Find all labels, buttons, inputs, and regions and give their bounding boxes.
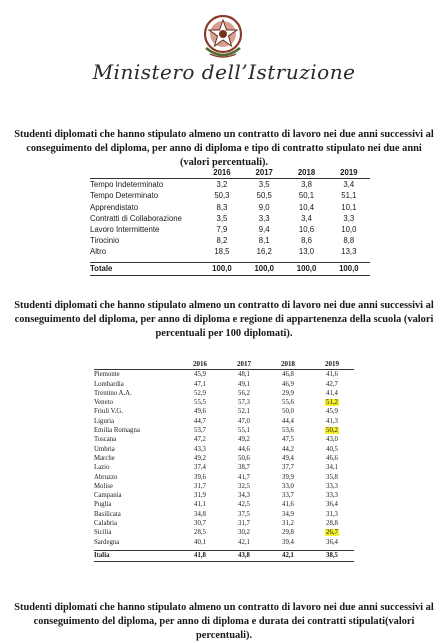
cell-value: [178, 473, 222, 482]
cell-value: [178, 426, 222, 435]
table-row: [90, 202, 370, 213]
cell-text: 44,6: [238, 445, 250, 453]
cell-value: [328, 246, 370, 257]
cell-text: 53,7: [194, 427, 206, 435]
cell-value: [310, 528, 354, 537]
cell-value: [178, 380, 222, 389]
table-row: [94, 519, 354, 528]
cell-text: 32,5: [238, 482, 250, 490]
cell-value: [222, 380, 266, 389]
cell-text: 37,7: [282, 464, 294, 472]
cell-value: [310, 491, 354, 500]
cell-value: [178, 398, 222, 407]
cell-value: [178, 417, 222, 426]
row-label: Apprendistato: [90, 202, 139, 212]
cell-value: [178, 482, 222, 491]
cell-value: [266, 389, 310, 398]
cell-text: 31,3: [326, 510, 338, 518]
cell-value: [178, 519, 222, 528]
cell-text: 41,7: [238, 473, 250, 481]
table-row: [94, 435, 354, 444]
total-value: 100,0: [328, 262, 370, 275]
row-label: Sicilia: [94, 529, 112, 537]
cell-value: [310, 435, 354, 444]
cell-text: 39,9: [282, 473, 294, 481]
cell-text: 42,1: [238, 538, 250, 546]
cell-value: [222, 407, 266, 416]
cell-value: [266, 398, 310, 407]
cell-text: 39,4: [282, 538, 294, 546]
row-label: Contratti di Collaborazione: [90, 213, 182, 223]
table-row: [94, 538, 354, 547]
cell-value: [310, 454, 354, 463]
cell-text: 41,1: [194, 501, 206, 509]
cell-value: [178, 445, 222, 454]
cell-text: 50,3: [214, 191, 230, 201]
cell-value: [266, 538, 310, 547]
table-row: [94, 500, 354, 509]
cell-value: [178, 510, 222, 519]
row-label: Liguria: [94, 417, 115, 425]
cell-value: [285, 202, 327, 213]
table-header-row: [90, 167, 370, 179]
table-row: [94, 510, 354, 519]
cell-value: [266, 445, 310, 454]
cell-value: [310, 510, 354, 519]
cell-text: 45,9: [326, 408, 338, 416]
cell-text: 49,6: [194, 408, 206, 416]
table-row: [94, 407, 354, 416]
cell-value: [178, 407, 222, 416]
cell-text: 26,7: [326, 529, 338, 537]
cell-text: 8,1: [258, 236, 270, 246]
cell-text: 3,4: [301, 213, 312, 223]
cell-text: 47,5: [282, 436, 294, 444]
table-row: [94, 389, 354, 398]
cell-text: 13,3: [341, 247, 357, 257]
cell-text: 33,0: [282, 482, 294, 490]
cell-text: 8,8: [343, 236, 355, 246]
cell-value: [285, 246, 327, 257]
cell-text: 38,7: [238, 464, 250, 472]
cell-value: [243, 213, 285, 224]
table-header-row: [94, 360, 354, 370]
cell-text: 29,8: [282, 529, 294, 537]
column-header: 2018: [285, 167, 327, 179]
cell-text: 8,3: [216, 202, 228, 212]
table-row: [90, 246, 370, 257]
cell-value: [243, 235, 285, 246]
cell-value: [222, 510, 266, 519]
cell-value: [266, 435, 310, 444]
cell-text: 3,8: [301, 180, 312, 190]
cell-value: [178, 463, 222, 472]
cell-text: 10,1: [341, 202, 357, 212]
cell-text: 10,4: [298, 202, 315, 212]
cell-value: [328, 224, 370, 235]
cell-text: 55,1: [238, 427, 250, 435]
cell-value: [222, 435, 266, 444]
row-label: Basilicata: [94, 510, 121, 518]
table-row: [94, 528, 354, 537]
total-value: 100,0: [285, 262, 327, 275]
table-row: [94, 463, 354, 472]
cell-value: [222, 370, 266, 380]
cell-value: [222, 426, 266, 435]
row-label: Lazio: [94, 464, 110, 472]
row-label: Calabria: [94, 520, 118, 528]
cell-text: 56,2: [238, 389, 250, 397]
cell-text: 36,4: [326, 501, 338, 509]
cell-text: 18,5: [214, 247, 230, 257]
total-value: 41,8: [178, 550, 222, 561]
cell-value: [201, 202, 243, 213]
cell-text: 34,3: [238, 492, 250, 500]
cell-text: 50,2: [326, 427, 338, 435]
cell-value: [266, 528, 310, 537]
cell-text: 45,9: [194, 371, 206, 379]
cell-text: 43,3: [194, 445, 206, 453]
cell-text: 44,7: [194, 417, 206, 425]
cell-text: 3,5: [258, 180, 270, 190]
cell-value: [285, 190, 327, 201]
ministry-title: Ministero dell’Istruzione: [92, 60, 356, 84]
cell-text: 34,9: [282, 510, 294, 518]
table-row: [94, 491, 354, 500]
table-row: [90, 224, 370, 235]
cell-value: [222, 454, 266, 463]
cell-value: [243, 246, 285, 257]
cell-value: [328, 235, 370, 246]
cell-value: [178, 389, 222, 398]
table-row: [94, 398, 354, 407]
cell-text: 42,7: [326, 380, 338, 388]
cell-value: [328, 202, 370, 213]
row-label: Tempo Indeterminato: [90, 180, 164, 190]
cell-text: 41,6: [282, 501, 294, 509]
cell-value: [222, 389, 266, 398]
cell-text: 50,0: [282, 408, 294, 416]
column-header: 2019: [310, 360, 354, 370]
cell-value: [266, 417, 310, 426]
cell-value: [222, 538, 266, 547]
row-label: Altro: [90, 247, 107, 257]
cell-text: 57,3: [238, 399, 250, 407]
cell-value: [310, 380, 354, 389]
cell-value: [310, 370, 354, 380]
cell-value: [266, 491, 310, 500]
cell-value: [266, 380, 310, 389]
row-label: Lavoro Intermittente: [90, 225, 160, 235]
column-header: 2016: [201, 167, 243, 179]
cell-text: 50,5: [256, 191, 272, 201]
row-label: Marche: [94, 454, 115, 462]
cell-value: [222, 463, 266, 472]
cell-text: 9,4: [258, 225, 270, 235]
cell-text: 31,2: [282, 520, 294, 528]
cell-text: 30,2: [238, 529, 250, 537]
cell-text: 42,5: [238, 501, 250, 509]
total-value: 100,0: [201, 262, 243, 275]
row-label: Friuli V.G.: [94, 408, 124, 416]
cell-text: 33,3: [326, 482, 338, 490]
total-label: Italia: [94, 550, 178, 561]
row-label: Tempo Determinato: [90, 191, 159, 201]
cell-text: 40,1: [194, 538, 206, 546]
cell-text: 37,5: [238, 510, 250, 518]
table-row: [90, 235, 370, 246]
cell-text: 8,2: [216, 236, 228, 246]
table-row: [94, 445, 354, 454]
cell-value: [222, 528, 266, 537]
cell-text: 52,1: [238, 408, 250, 416]
cell-text: 3,5: [216, 213, 228, 223]
cell-value: [201, 235, 243, 246]
row-label: Lombardia: [94, 380, 124, 388]
row-label: Puglia: [94, 501, 112, 509]
cell-value: [266, 482, 310, 491]
row-label: Emilia Romagna: [94, 427, 140, 435]
cell-value: [310, 519, 354, 528]
cell-text: 3,4: [343, 180, 355, 190]
cell-value: [222, 473, 266, 482]
total-value: 38,5: [310, 550, 354, 561]
cell-value: [201, 190, 243, 201]
cell-text: 37,4: [194, 464, 206, 472]
table-row: [94, 454, 354, 463]
cell-value: [201, 179, 243, 191]
row-label: Molise: [94, 482, 113, 490]
cell-value: [285, 213, 327, 224]
cell-text: 13,0: [298, 247, 315, 257]
cell-text: 36,4: [326, 538, 338, 546]
cell-text: 3,3: [258, 213, 270, 223]
table-row: [94, 473, 354, 482]
cell-text: 8,6: [301, 236, 312, 246]
cell-value: [266, 510, 310, 519]
cell-value: [310, 407, 354, 416]
cell-text: 49,2: [238, 436, 250, 444]
cell-text: 49,4: [282, 454, 294, 462]
cell-value: [328, 179, 370, 191]
cell-value: [310, 482, 354, 491]
cell-text: 31,7: [238, 520, 250, 528]
cell-text: 28,5: [194, 529, 206, 537]
column-header: 2017: [243, 167, 285, 179]
cell-text: 55,6: [282, 399, 294, 407]
row-label: Trentino A.A.: [94, 389, 132, 397]
cell-value: [328, 213, 370, 224]
column-header: 2017: [222, 360, 266, 370]
cell-value: [178, 538, 222, 547]
cell-text: 50,1: [298, 191, 315, 201]
cell-value: [266, 454, 310, 463]
cell-text: 28,8: [326, 520, 338, 528]
cell-value: [285, 224, 327, 235]
cell-value: [243, 224, 285, 235]
cell-text: 47,1: [194, 380, 206, 388]
cell-value: [310, 426, 354, 435]
table-row: [94, 370, 354, 380]
cell-value: [266, 519, 310, 528]
cell-value: [266, 426, 310, 435]
column-header: 2019: [328, 167, 370, 179]
row-label: Abruzzo: [94, 473, 118, 481]
table-row: [90, 213, 370, 224]
row-label: Campania: [94, 492, 122, 500]
column-header: 2018: [266, 360, 310, 370]
cell-value: [285, 179, 327, 191]
row-label: Piemonte: [94, 371, 120, 379]
cell-text: 40,5: [326, 445, 338, 453]
cell-value: [310, 538, 354, 547]
cell-text: 3,2: [216, 180, 228, 190]
section1-title: Studenti diplomati che hanno stipulato almeno un contratto di lavoro nei due anni successivi al conseguimento del diploma, per anno di diploma e tipo di contratto stipulato nei due anni (valori percentuali).: [14, 129, 434, 168]
cell-text: 43,0: [326, 436, 338, 444]
cell-value: [178, 435, 222, 444]
cell-value: [201, 246, 243, 257]
cell-value: [222, 445, 266, 454]
cell-value: [178, 491, 222, 500]
cell-value: [310, 417, 354, 426]
total-row: [90, 262, 370, 275]
cell-text: 41,4: [326, 389, 338, 397]
cell-value: [222, 519, 266, 528]
cell-value: [222, 482, 266, 491]
cell-value: [201, 224, 243, 235]
cell-value: [178, 500, 222, 509]
cell-text: 46,8: [282, 371, 294, 379]
row-label: Sardegna: [94, 538, 120, 546]
cell-text: 49,2: [194, 454, 206, 462]
total-row: [94, 550, 354, 561]
cell-text: 10,6: [298, 225, 315, 235]
total-value: 43,8: [222, 550, 266, 561]
cell-value: [266, 370, 310, 380]
table-row: [94, 482, 354, 491]
cell-value: [178, 528, 222, 537]
cell-value: [243, 202, 285, 213]
cell-text: 53,6: [282, 427, 294, 435]
cell-text: 33,7: [282, 492, 294, 500]
cell-value: [310, 473, 354, 482]
cell-value: [285, 235, 327, 246]
total-label: Totale: [90, 262, 201, 275]
cell-text: 41,6: [326, 371, 338, 379]
cell-value: [178, 454, 222, 463]
cell-text: 16,2: [256, 247, 272, 257]
total-value: 100,0: [243, 262, 285, 275]
cell-text: 51,2: [326, 399, 338, 407]
cell-text: 48,1: [238, 371, 250, 379]
cell-text: 47,0: [238, 417, 250, 425]
cell-value: [266, 500, 310, 509]
region-table: [94, 360, 354, 562]
cell-text: 41,3: [326, 417, 338, 425]
cell-text: 44,4: [282, 417, 294, 425]
cell-value: [266, 473, 310, 482]
cell-value: [243, 179, 285, 191]
cell-value: [310, 500, 354, 509]
table-row: [94, 380, 354, 389]
column-header: 2016: [178, 360, 222, 370]
section2-title: Studenti diplomati che hanno stipulato almeno un contratto di lavoro nei due anni successivi al conseguimento del diploma, per anno di diploma e regione di appartenenza della scuola (valori percentuali per 100 diplomati).: [14, 300, 434, 339]
cell-text: 55,5: [194, 399, 206, 407]
cell-text: 49,1: [238, 380, 250, 388]
cell-text: 50,6: [238, 454, 250, 462]
table-row: [94, 417, 354, 426]
cell-value: [266, 407, 310, 416]
table-row: [94, 426, 354, 435]
cell-value: [178, 370, 222, 380]
contract-type-table: [90, 167, 370, 276]
row-label: Veneto: [94, 399, 113, 407]
cell-value: [310, 445, 354, 454]
cell-value: [310, 463, 354, 472]
table-row: [90, 190, 370, 201]
cell-text: 30,7: [194, 520, 206, 528]
cell-text: 51,1: [341, 191, 357, 201]
row-label: Tirocinio: [90, 236, 120, 246]
cell-text: 34,1: [326, 464, 338, 472]
cell-text: 52,9: [194, 389, 206, 397]
total-value: 42,1: [266, 550, 310, 561]
cell-text: 3,3: [343, 213, 355, 223]
cell-value: [222, 398, 266, 407]
cell-text: 34,8: [194, 510, 206, 518]
row-label: Toscana: [94, 436, 117, 444]
cell-text: 29,9: [282, 389, 294, 397]
cell-text: 44,2: [282, 445, 294, 453]
cell-text: 47,2: [194, 436, 206, 444]
section3-title: Studenti diplomati che hanno stipulato almeno un contratto di lavoro nei due anni successivi al conseguimento del diploma, per anno di diploma e durata dei contratti stipulati(valori percentuali).: [14, 602, 434, 641]
cell-text: 10,0: [341, 225, 357, 235]
cell-value: [310, 398, 354, 407]
cell-text: 39,6: [194, 473, 206, 481]
cell-value: [222, 500, 266, 509]
cell-value: [201, 213, 243, 224]
cell-text: 7,9: [216, 225, 228, 235]
table-row: [90, 179, 370, 191]
cell-value: [266, 463, 310, 472]
cell-value: [222, 491, 266, 500]
cell-text: 46,6: [326, 454, 338, 462]
cell-text: 46,9: [282, 380, 294, 388]
cell-value: [310, 389, 354, 398]
row-label: Umbria: [94, 445, 115, 453]
cell-text: 35,8: [326, 473, 338, 481]
cell-value: [222, 417, 266, 426]
cell-text: 9,0: [258, 202, 270, 212]
republic-emblem-icon: [200, 8, 246, 64]
cell-value: [328, 190, 370, 201]
cell-text: 31,9: [194, 492, 206, 500]
cell-text: 31,7: [194, 482, 206, 490]
cell-value: [243, 190, 285, 201]
cell-text: 33,3: [326, 492, 338, 500]
